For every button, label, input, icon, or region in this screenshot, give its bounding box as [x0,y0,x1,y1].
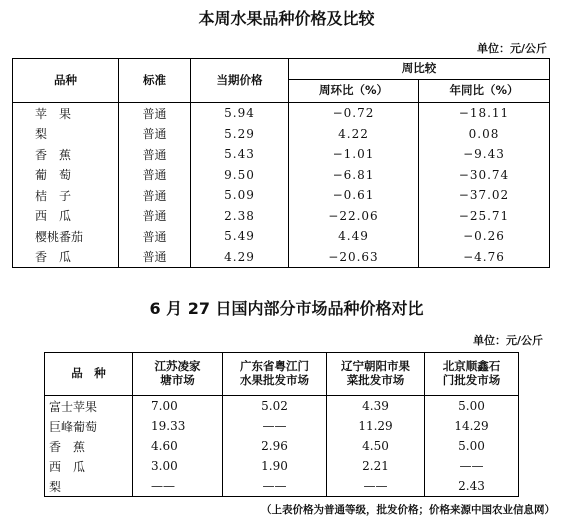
cell-price: 5.94 [191,103,289,124]
cell-standard: 普通 [119,165,191,186]
cell-variety: 樱桃番茄 [13,226,119,247]
cell-variety: 西 瓜 [45,456,133,476]
cell-standard: 普通 [119,103,191,124]
cell-standard: 普通 [119,124,191,145]
cell-price: 5.49 [191,226,289,247]
header-weekly-comparison: 周比较 [289,59,550,80]
cell-standard: 普通 [119,185,191,206]
cell-wow: −0.72 [289,103,419,124]
cell-market-jiangsu: 19.33 [133,416,223,436]
table-row [45,396,519,417]
header-standard: 标准 [119,59,191,103]
header-variety: 品 种 [45,353,133,396]
cell-market-liaoning: 11.29 [327,416,425,436]
cell-price: 9.50 [191,165,289,186]
cell-variety: 巨峰葡萄 [45,416,133,436]
cell-market-beijing: 14.29 [425,416,519,436]
cell-wow: 4.22 [289,124,419,145]
header-yoy: 年同比（%） [419,80,550,103]
table-row [13,226,550,247]
cell-variety: 梨 [13,124,119,145]
footnote: （上表价格为普通等级，批发价格；价格来源中国农业信息网） [261,504,555,516]
cell-variety: 葡 萄 [13,165,119,186]
cell-market-beijing: 5.00 [425,436,519,456]
cell-variety: 苹 果 [13,103,119,124]
cell-yoy: −25.71 [419,206,550,227]
cell-market-beijing: —— [425,456,519,476]
cell-market-guangdong: —— [223,416,327,436]
table-row [13,185,550,206]
header-market-beijing: 北京顺鑫石 门批发市场 [425,353,519,396]
cell-market-jiangsu: 4.60 [133,436,223,456]
cell-market-liaoning: 4.39 [327,396,425,417]
cell-standard: 普通 [119,206,191,227]
header-market-guangdong: 广东省粤江门 水果批发市场 [223,353,327,396]
table-row [13,124,550,145]
cell-variety: 桔 子 [13,185,119,206]
header-market-liaoning: 辽宁朝阳市果 菜批发市场 [327,353,425,396]
table1-unit: 单位：元/公斤 [476,42,547,55]
fruit-price-table [12,58,550,268]
table-row [45,476,519,497]
cell-market-jiangsu: —— [133,476,223,497]
cell-market-guangdong: 1.90 [223,456,327,476]
cell-market-liaoning: 4.50 [327,436,425,456]
table2-unit: 单位：元/公斤 [472,334,543,347]
cell-variety: 富士苹果 [45,396,133,417]
market-price-table [44,352,519,497]
cell-price: 5.29 [191,124,289,145]
cell-standard: 普通 [119,226,191,247]
cell-wow: −20.63 [289,247,419,268]
cell-variety: 香 蕉 [13,144,119,165]
cell-yoy: −30.74 [419,165,550,186]
header-market-jiangsu: 江苏凌家 塘市场 [133,353,223,396]
cell-variety: 西 瓜 [13,206,119,227]
cell-market-liaoning: 2.21 [327,456,425,476]
table2-body [45,396,519,497]
cell-market-jiangsu: 3.00 [133,456,223,476]
cell-standard: 普通 [119,144,191,165]
cell-market-beijing: 5.00 [425,396,519,417]
cell-standard: 普通 [119,247,191,268]
table2-title: 6 月 27 日国内部分市场品种价格对比 [149,299,424,318]
cell-variety: 香 瓜 [13,247,119,268]
table-row [13,144,550,165]
cell-market-guangdong: 2.96 [223,436,327,456]
cell-price: 2.38 [191,206,289,227]
table1-body [13,103,550,268]
table-row [45,456,519,476]
cell-wow: −1.01 [289,144,419,165]
header-variety: 品种 [13,59,119,103]
table-row [45,416,519,436]
cell-price: 4.29 [191,247,289,268]
table-row [13,247,550,268]
cell-wow: −6.81 [289,165,419,186]
cell-market-beijing: 2.43 [425,476,519,497]
cell-yoy: −9.43 [419,144,550,165]
header-current-price: 当期价格 [191,59,289,103]
cell-yoy: −0.26 [419,226,550,247]
cell-price: 5.09 [191,185,289,206]
cell-market-guangdong: 5.02 [223,396,327,417]
cell-variety: 香 蕉 [45,436,133,456]
cell-market-liaoning: —— [327,476,425,497]
cell-yoy: −18.11 [419,103,550,124]
cell-wow: 4.49 [289,226,419,247]
cell-market-guangdong: —— [223,476,327,497]
cell-price: 5.43 [191,144,289,165]
table1-title: 本周水果品种价格及比较 [198,9,375,28]
cell-market-jiangsu: 7.00 [133,396,223,417]
table-row [13,206,550,227]
cell-wow: −0.61 [289,185,419,206]
cell-yoy: −4.76 [419,247,550,268]
cell-yoy: −37.02 [419,185,550,206]
table-row [13,165,550,186]
table-row [45,436,519,456]
cell-wow: −22.06 [289,206,419,227]
table-row [13,103,550,124]
cell-yoy: 0.08 [419,124,550,145]
header-wow: 周环比（%） [289,80,419,103]
cell-variety: 梨 [45,476,133,497]
